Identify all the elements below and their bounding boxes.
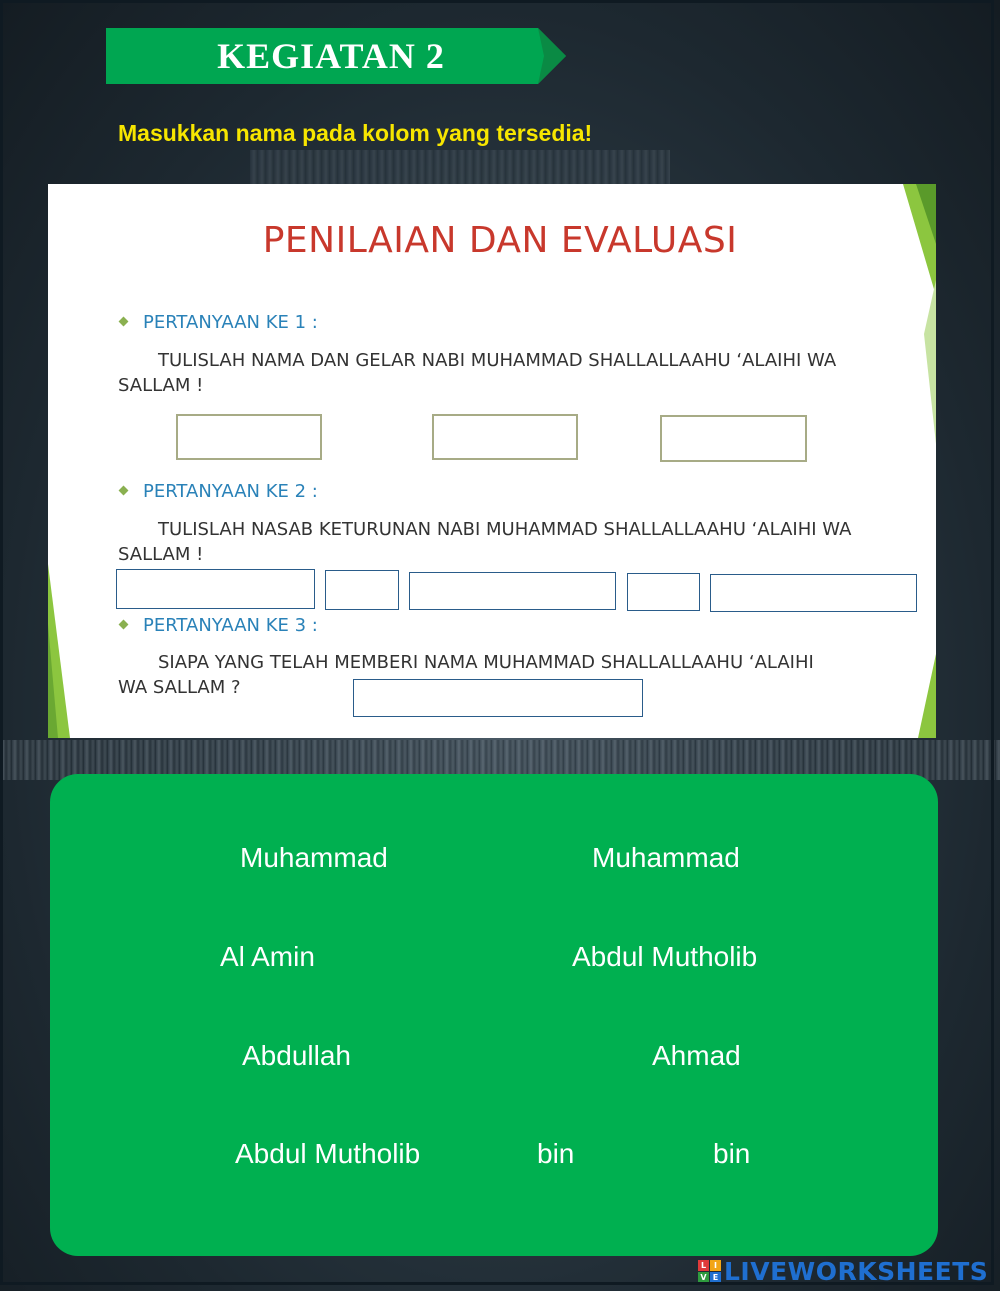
question-3-text: SIAPA YANG TELAH MEMBERI NAMA MUHAMMAD SHALLALLAAHU ‘ALAIHI WA SALLAM ? [118,652,814,698]
bullet-diamond-icon [119,619,129,629]
instruction-text: Masukkan nama pada kolom yang tersedia! [118,120,593,146]
answer-1a-field[interactable] [176,414,322,460]
answer-2b-field[interactable] [325,570,399,610]
word-bank-panel [50,774,938,1256]
logo-text: LIVEWORKSHEETS [724,1256,989,1286]
question-2-heading [120,481,318,502]
bullet-diamond-icon [119,485,129,495]
logo-badge-letter: V [698,1272,709,1283]
question-1-heading-text: PERTANYAAN KE 1 : [143,312,318,333]
word-chip-abdullah[interactable]: Abdullah [242,1040,351,1071]
logo-badge-letter: I [710,1260,721,1271]
question-3-heading [120,615,318,636]
word-chip-abdul-mutholib[interactable]: Abdul Mutholib [572,941,758,972]
word-chip-muhammad[interactable]: Muhammad [240,842,388,873]
answer-2a-field[interactable] [116,569,315,609]
word-chip-bin[interactable]: bin [713,1138,751,1169]
answer-1c-field[interactable] [660,415,807,462]
liveworksheets-logo[interactable] [698,1258,988,1284]
question-1-text: TULISLAH NAMA DAN GELAR NABI MUHAMMAD SHALLALLAAHU ‘ALAIHI WA SALLAM ! [118,350,837,396]
logo-badge-icon [698,1260,721,1283]
activity-banner [106,28,566,84]
question-3-heading-text: PERTANYAAN KE 3 : [143,615,318,636]
answer-2d-field[interactable] [627,573,700,611]
word-chip-muhammad[interactable]: Muhammad [592,842,740,873]
background-texture-top [250,150,670,186]
logo-badge-letter: L [698,1260,709,1271]
worksheet-slide [48,184,936,738]
answer-3-field[interactable] [353,679,643,717]
word-chip-abdul-mutholib[interactable]: Abdul Mutholib [235,1138,421,1169]
word-chip-ahmad[interactable]: Ahmad [652,1040,741,1071]
slide-title: PENILAIAN DAN EVALUASI [262,220,738,261]
answer-1b-field[interactable] [432,414,578,460]
question-2-text: TULISLAH NASAB KETURUNAN NABI MUHAMMAD SHALLALLAAHU ‘ALAIHI WA SALLAM ! [118,519,852,565]
logo-badge-letter: E [710,1272,721,1283]
word-chip-al-amin[interactable]: Al Amin [220,941,315,972]
answer-2e-field[interactable] [710,574,917,612]
word-chip-bin[interactable]: bin [537,1138,575,1169]
answer-2c-field[interactable] [409,572,616,610]
question-2-heading-text: PERTANYAAN KE 2 : [143,481,318,502]
bullet-diamond-icon [119,316,129,326]
question-1-heading [120,312,318,333]
activity-title: KEGIATAN 2 [217,36,445,76]
